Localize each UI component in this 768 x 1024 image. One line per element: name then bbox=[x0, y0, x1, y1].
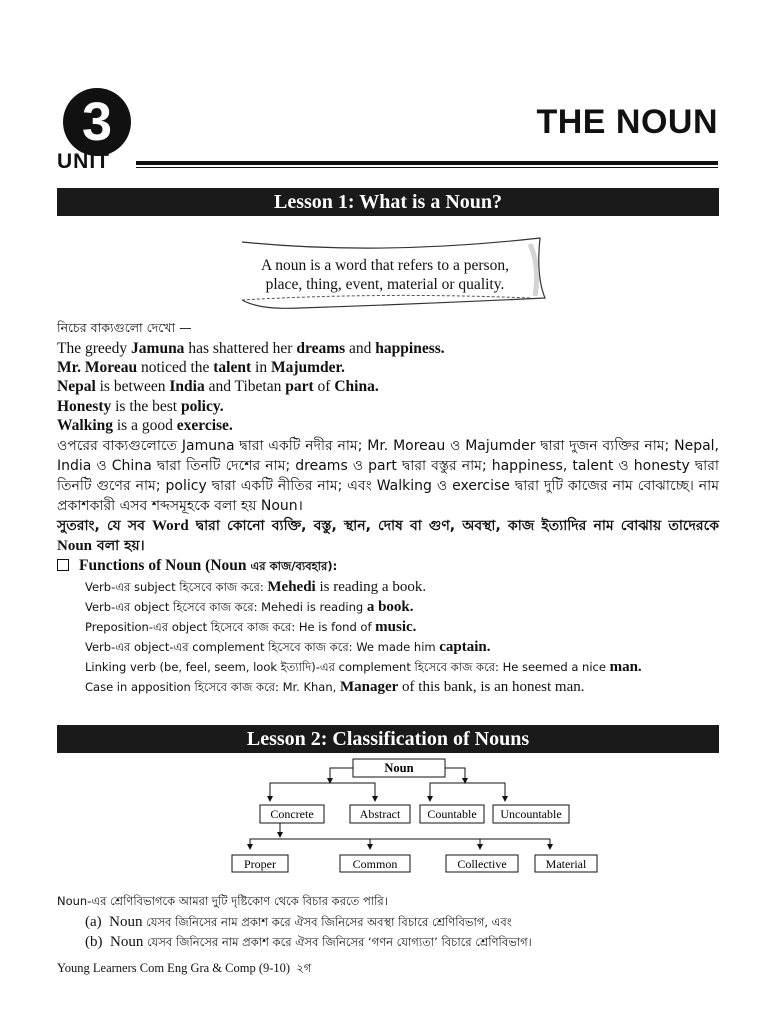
noun-highlight: China. bbox=[334, 378, 379, 395]
point-noun: Noun bbox=[110, 934, 144, 950]
diagram-svg bbox=[220, 755, 587, 880]
function-item bbox=[85, 577, 426, 597]
text: is a good bbox=[113, 417, 177, 434]
text: Verb-এর object-এর complement হিসেবে কাজ করে: We made him bbox=[85, 640, 440, 654]
header-rule bbox=[136, 161, 718, 165]
example-sentence-3 bbox=[57, 377, 379, 396]
text: is the best bbox=[111, 398, 181, 415]
noun-highlight: Honesty bbox=[57, 398, 112, 415]
tree-root-node: Noun bbox=[384, 761, 414, 775]
noun-highlight: a book. bbox=[366, 599, 414, 615]
definition-scroll bbox=[240, 236, 545, 314]
classification-intro bbox=[57, 893, 388, 912]
lesson2-banner: Lesson 2: Classification of Nouns bbox=[57, 725, 719, 753]
noun-highlight: Nepal bbox=[57, 378, 96, 395]
noun-highlight: talent bbox=[213, 359, 252, 376]
noun-highlight: Jamuna bbox=[131, 340, 185, 357]
noun-highlight: dreams bbox=[296, 340, 346, 357]
text: of this bank, is an honest man. bbox=[398, 679, 585, 695]
text: বলা হয়। bbox=[92, 538, 145, 554]
text: Verb-এর object হিসেবে কাজ করে: Mehedi is reading bbox=[85, 600, 367, 614]
page-number: ২গ bbox=[296, 961, 312, 975]
text: Case in apposition হিসেবে কাজ করে: Mr. Khan, bbox=[85, 680, 340, 694]
tree-node-proper: Proper bbox=[244, 857, 276, 871]
text: of bbox=[313, 378, 335, 395]
noun-highlight: music. bbox=[375, 619, 417, 635]
conclusion-paragraph bbox=[57, 516, 719, 556]
header-rule-thin bbox=[136, 167, 718, 168]
function-item bbox=[85, 617, 416, 637]
point-noun: Noun bbox=[109, 914, 143, 930]
example-sentence-2 bbox=[57, 358, 345, 377]
example-sentence-4 bbox=[57, 397, 224, 416]
point-text: যেসব জিনিসের নাম প্রকাশ করে ঐসব জিনিসের ‘গণন যোগ্যতা’ বিচারে শ্রেণিবিভাগ। bbox=[143, 935, 532, 949]
checkbox-bullet-icon bbox=[57, 559, 69, 571]
heading-text: Functions of Noun (Noun bbox=[79, 557, 247, 574]
definition-text bbox=[240, 256, 530, 294]
text: The greedy bbox=[57, 340, 132, 357]
noun-highlight: policy. bbox=[181, 398, 224, 415]
look-below-label: নিচের বাক্যগুলো দেখো — bbox=[57, 320, 192, 335]
unit-label: UNIT bbox=[57, 150, 110, 173]
noun-highlight: exercise. bbox=[176, 417, 233, 434]
noun-highlight: Manager bbox=[339, 679, 399, 695]
tree-node-concrete: Concrete bbox=[270, 807, 314, 821]
noun-highlight: part bbox=[285, 378, 314, 395]
tree-node-material: Material bbox=[545, 857, 587, 871]
tree-node-collective: Collective bbox=[457, 857, 507, 871]
text: সুতরাং, যে সব bbox=[57, 518, 152, 534]
point-label: (b) bbox=[85, 934, 103, 950]
tree-node-abstract: Abstract bbox=[359, 807, 401, 821]
intro-text: Noun-এর শ্রেণিবিভাগকে আমরা দুটি দৃষ্টিকোণ থেকে বিচার করতে পারি। bbox=[57, 894, 388, 908]
page-footer bbox=[57, 960, 311, 979]
example-sentence-5 bbox=[57, 416, 233, 435]
explanation-paragraph: ওপরের বাক্যগুলোতে Jamuna দ্বারা একটি নদীর নাম; Mr. Moreau ও Majumder দ্বারা দুজন ব্যক্তির নাম; Nepal, India ও China দ্বারা তিনটি দেশের নাম; dreams ও part দ্বারা বস্তুর নাম; happiness, talent ও honesty দ্বারা তিনটি গুণের নাম; policy দ্বারা একটি নীতির নাম; এবং Walking ও exercise দ্বারা দুটি কাজের নাম বোঝাচ্ছে। নাম প্রকাশকারী এসব শব্দসমূহকে বলা হয় Noun। bbox=[57, 438, 719, 514]
text: দ্বারা কোনো ব্যক্তি, বস্তু, স্থান, দোষ বা গুণ, অবস্থা, কাজ ইত্যাদির নাম বোঝায় তাদেরকে bbox=[188, 518, 719, 534]
function-item bbox=[85, 637, 491, 657]
page-title: THE NOUN bbox=[536, 103, 718, 141]
classification-diagram bbox=[220, 755, 587, 880]
point-text: যেসব জিনিসের নাম প্রকাশ করে ঐসব জিনিসের অবস্থা বিচারে শ্রেণিবিভাগ, এবং bbox=[142, 915, 512, 929]
noun-highlight: happiness. bbox=[375, 340, 445, 357]
text: noticed the bbox=[137, 359, 214, 376]
heading-text-bn: এর কাজ/ব্যবহার): bbox=[246, 559, 338, 573]
example-sentence-1 bbox=[57, 339, 445, 358]
tree-node-uncountable: Uncountable bbox=[500, 807, 562, 821]
tree-node-common: Common bbox=[352, 857, 398, 871]
text: is reading a book. bbox=[315, 579, 427, 595]
function-item bbox=[85, 657, 642, 677]
functions-heading bbox=[57, 557, 337, 577]
text: and bbox=[345, 340, 376, 357]
text: Word bbox=[151, 518, 189, 534]
text: Preposition-এর object হিসেবে কাজ করে: He is fond of bbox=[85, 620, 376, 634]
classification-point-b bbox=[85, 934, 532, 953]
noun-highlight: India bbox=[169, 378, 205, 395]
tree-node-countable: Countable bbox=[427, 807, 477, 821]
noun-highlight: man. bbox=[609, 659, 642, 675]
text: Noun bbox=[57, 538, 93, 554]
book-title: Young Learners Com Eng Gra & Comp (9-10) bbox=[57, 961, 291, 975]
text: has shattered her bbox=[184, 340, 297, 357]
lesson1-banner: Lesson 1: What is a Noun? bbox=[57, 188, 719, 216]
text: Verb-এর subject হিসেবে কাজ করে: bbox=[85, 580, 268, 594]
function-item bbox=[85, 677, 585, 697]
point-label: (a) bbox=[85, 914, 102, 930]
text: and Tibetan bbox=[204, 378, 286, 395]
text: is between bbox=[95, 378, 170, 395]
noun-highlight: Walking bbox=[57, 417, 113, 434]
noun-highlight: Mehedi bbox=[267, 579, 316, 595]
noun-highlight: Mr. Moreau bbox=[57, 359, 138, 376]
text: Linking verb (be, feel, seem, look ইত্যাদি)-এর complement হিসেবে কাজ করে: He seemed a nice bbox=[85, 660, 610, 674]
definition-line-2: place, thing, event, material or quality. bbox=[265, 276, 505, 293]
unit-number-badge: 3 bbox=[63, 88, 131, 156]
noun-highlight: Majumder. bbox=[270, 359, 345, 376]
text: in bbox=[251, 359, 271, 376]
definition-line-1: A noun is a word that refers to a person, bbox=[261, 257, 509, 274]
function-item bbox=[85, 597, 414, 617]
noun-highlight: captain. bbox=[439, 639, 491, 655]
classification-point-a bbox=[85, 914, 512, 933]
